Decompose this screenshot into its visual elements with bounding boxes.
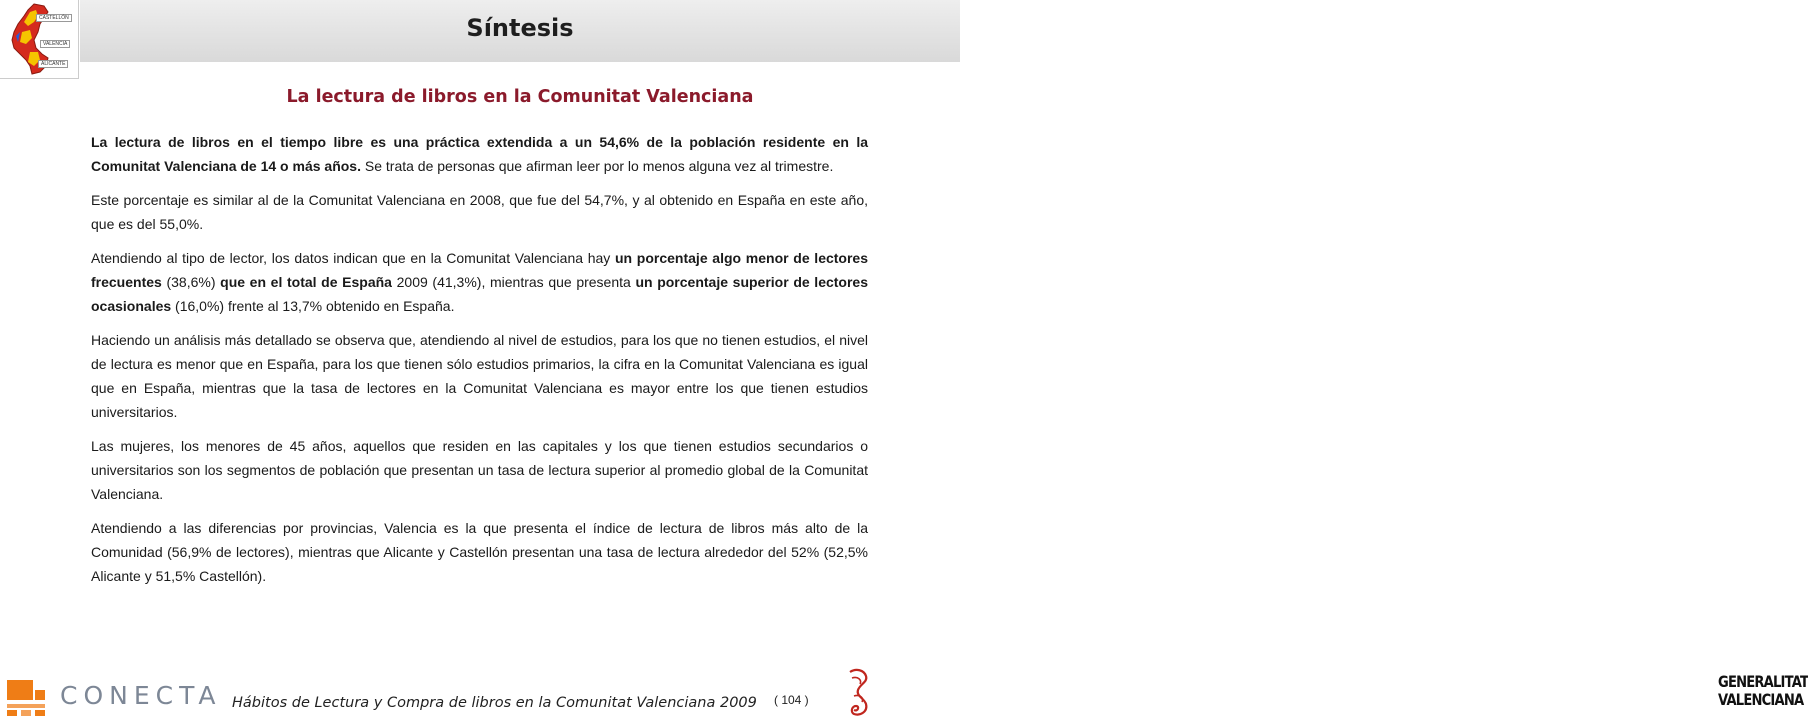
body-text (91, 130, 868, 598)
paragraph-5: Las mujeres, los menores de 45 años, aquellos que residen en las capitales y los que tienen estudios secundarios o universitarios son los segmentos de población que presentan un tasa de lectura superior al promedio global de la Comunitat Valenciana. (91, 438, 868, 502)
generalitat-line-1: GENERALITAT (1718, 672, 1808, 691)
paragraph-6: Atendiendo a las diferencias por provincias, Valencia es la que presenta el índice de lectura de libros más alto de la Comunidad (56,9% de lectores), mientras que Alicante y Castellón presentan una tasa de lectura alrededor del 52% (52,5% Alicante y 51,5% Castellón). (91, 520, 868, 584)
page-title: Síntesis (466, 14, 574, 42)
paragraph-3 (91, 246, 868, 318)
conecta-square-bottom-3 (35, 710, 45, 716)
map-label-valencia: VALENCIA (40, 40, 70, 48)
conecta-square-bottom-1 (7, 710, 17, 716)
page-number: ( 104 ) (774, 693, 809, 707)
section-title: La lectura de libros en la Comunitat Valenciana (286, 87, 754, 107)
generalitat-logo (846, 668, 1808, 718)
paragraph-1 (91, 130, 868, 178)
region-map-logo (0, 0, 79, 79)
map-label-castellon: CASTELLÓN (36, 14, 72, 22)
generalitat-emblem-icon (846, 668, 872, 718)
p3-part-b: un porcentaje algo menor de lectores frecuentes (91, 250, 869, 290)
conecta-square-bottom-2 (21, 710, 31, 716)
conecta-bar (7, 704, 45, 708)
generalitat-line-2: VALENCIANA (1718, 690, 1804, 709)
p3-part-e: 2009 (41,3%), mientras que presenta (391, 274, 636, 290)
paragraph-2: Este porcentaje es similar al de la Comunitat Valenciana en 2008, que fue del 54,7%, y al obtenido en España en este año, que es del 55,0%. (91, 192, 868, 232)
p3-part-d: que en el total de España (220, 274, 392, 290)
paragraph-1-rest: Se trata de personas que afirman leer por lo menos alguna vez al trimestre. (360, 158, 834, 174)
p3-part-f: un porcentaje superior de lectores ocasionales (91, 274, 868, 314)
p3-part-c: (38,6%) (161, 274, 221, 290)
paragraph-4: Haciendo un análisis más detallado se observa que, atendiendo al nivel de estudios, para los que no tienen estudios, el nivel de lectura es menor que en España, para los que tienen sólo estudios primarios, la cifra en la Comunitat Valenciana es igual que en España, mientras que la tasa de lectores en la Comunitat Valenciana es mayor entre los que tienen estudios universitarios. (91, 332, 868, 420)
map-label-alicante: ALICANTE (38, 60, 68, 68)
p3-part-g: (16,0%) frente al 13,7% obtenido en España. (171, 298, 455, 314)
conecta-square-small (35, 690, 45, 700)
conecta-wordmark: CONECTA (60, 681, 222, 710)
paragraph-1-bold: La lectura de libros en el tiempo libre es una práctica extendida a un 54,6% de la población residente en la Comunitat Valenciana de 14 o más años. (91, 134, 868, 174)
conecta-square-large (7, 680, 33, 700)
footer-caption: Hábitos de Lectura y Compra de libros en la Comunitat Valenciana 2009 (232, 695, 757, 711)
p3-part-a: Atendiendo al tipo de lector, los datos indican que en la Comunitat Valenciana hay (91, 250, 615, 266)
